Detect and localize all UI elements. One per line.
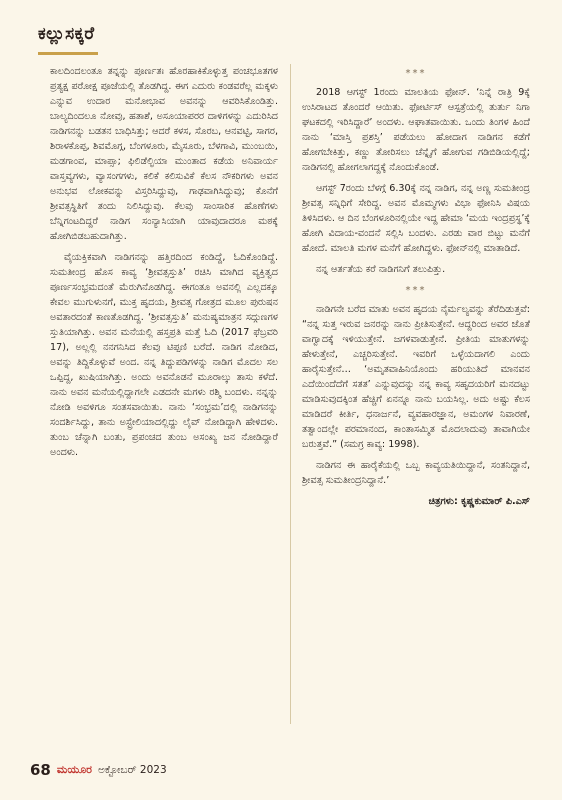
section-separator: *** bbox=[405, 68, 427, 79]
paragraph: ನಾಡಿಗನ ಈ ಹಾರೈಕೆಯಲ್ಲಿ ಒಬ್ಬ ಕಾವ್ಯಯತಿಯಿದ್ದಾನೆ, ಸಂತನಿದ್ದಾನೆ, ಶ್ರೀವತ್ಸ ಸುಮತೀಂದ್ರನಿದ್ದಾನೆ.’ bbox=[302, 460, 530, 486]
left-column bbox=[50, 64, 278, 744]
paragraph: ಕಾಲದಿಂದಲಂತೂ ತನ್ನನ್ನು ಪೂರ್ಣತಃ ಹೊರಹಾಕಿಕೊಳ್ಳುತ್ತ ಪಂಚಭೂತಗಳ ಪ್ರತ್ಯಕ್ಷ ಪರೋಕ್ಷ ಪೂಜೆಯಲ್ಲಿ ತೊಡಗಿದ್ದ. ಈಗ ಎದುರು ಕಂಡವರೆಲ್ಲ ಮಕ್ಕಳು ಎನ್ನುವ ಉದಾರ ಮನೋಭಾವ ಅವನನ್ನು ಆವರಿಸಿಕೊಂಡಿತ್ತು. ಬಾಲ್ಯದಿಂದಲೂ ನೋವು, ಹತಾಶೆ, ಅಸೂಯಾಪರರ ದಾಳಿಗಳನ್ನು ಎದುರಿಸಿದ ನಾಡಿಗನನ್ನು ಬಡತನ ಬಾಧಿಸಿತ್ತು; ಆದರೆ ಕಳಸ, ಸೊರಬ, ಆನವಟ್ಟಿ, ಸಾಗರ, ಶಿರಾಳಕೊಪ್ಪ, ಶಿವಮೊಗ್ಗ, ಬೆಂಗಳೂರು, ಮೈಸೂರು, ಬೆಳಗಾವಿ, ಮುಂಬಯಿ, ಮಡಗಾಂವ, ಮಾಪ್ಸಾ; ಫಿಲಿಡೆಲ್ಫಿಯಾ ಮುಂತಾದ ಕಡೆಯ ಅನಿವಾರ್ಯ ವಾಸ್ತವ್ಯಗಳು, ವ್ಯಾಸಂಗಗಳು, ಕಲಿಕೆ ಕಲಿಸುವಿಕೆ ಕೆಲಸ ನೌಕರಿಗಳು ಅವನ ಅನುಭವ ಲೋಕವನ್ನು ವಿಸ್ತರಿಸಿದ್ದುವು, ಗಾಢವಾಗಿಸಿದ್ದುವು; ಕೊನೆಗೆ ಶ್ರೀವತ್ಸಸ್ಥಿತಿಗೆ ತಂದು ನಿಲಿಸಿದ್ದುವು. ಕೆಲವು ಸಾಂಸಾರಿಕ ಹೊಣೆಗಳು ಬೆನ್ನಿಗಂಟದಿದ್ದರೆ ನಾಡಿಗ ಸಂನ್ಯಾಸಿಯಾಗಿ ಯಾವುದಾದರೂ ಮಠಕ್ಕೆ ಹೋಗಿಬಿಡಬಹುದಾಗಿತ್ತು. bbox=[50, 66, 278, 242]
section-title: ಕಲ್ಲುಸಕ್ಕರೆ bbox=[38, 24, 95, 44]
photo-credit: ಚಿತ್ರಗಳು: ಕೃಷ್ಣಕುಮಾರ್ ಪಿ.ಎಸ್ bbox=[428, 496, 530, 507]
right-column bbox=[302, 64, 530, 744]
page-number: 68 bbox=[30, 761, 51, 779]
paragraph: 2018 ಆಗಸ್ಟ್ 1ರಂದು ಮಾಲತಿಯ ಫೋನ್. ‘ನಿನ್ನೆ ರಾತ್ರಿ 9ಕ್ಕೆ ಉಸಿರಾಟದ ತೊಂದರೆ ಆಯಿತು. ಫೋರ್ಟಿಸ್ ಆಸ್ಪತ್ರೆಯಲ್ಲಿ ತುರ್ತು ನಿಗಾ ಘಟಕದಲ್ಲಿ ಇರಿಸಿದ್ದಾರೆ’ ಅಂದಳು. ಆಘಾತವಾಯಿತು. ಒಂದು ತಿಂಗಳ ಹಿಂದೆ ನಾನು ‘ಮಾಸ್ತಿ ಪ್ರಶಸ್ತಿ’ ಪಡೆಯಲು ಹೋದಾಗ ನಾಡಿಗನ ಕಡೆಗೆ ಹೋಗಬೇಕಿತ್ತು, ಕಣ್ಣು ತೋರಿಸಲು ಚೆನ್ನೈಗೆ ಹೋಗುವ ಗಡಿಬಿಡಿಯಲ್ಲಿದ್ದೆ; ನಾಡಿಗನಲ್ಲಿ ಹೋಗಲಾಗದ್ದಕ್ಕೆ ನೊಂದುಕೊಂಡೆ. bbox=[302, 87, 530, 173]
page-footer bbox=[30, 758, 510, 782]
magazine-logo: ಮಯೂರ bbox=[56, 763, 92, 776]
paragraph: ಆಗಸ್ಟ್ 7ರಂದು ಬೆಳಗ್ಗೆ 6.30ಕ್ಕೆ ನನ್ನ ನಾಡಿಗ, ನನ್ನ ಅಣ್ಣ ಸುಮತೀಂದ್ರ ಶ್ರೀವತ್ಸ ಸನ್ನಿಧಿಗೆ ಸೇರಿದ್ದ. ಅವನ ಮೊಮ್ಮಗಳು ವಿಭಾ ಫೋನಿಸಿ ವಿಷಯ ತಿಳಿಸಿದಳು. ಆ ದಿನ ಬೆಂಗಳೂರಿನಲ್ಲಿಯೇ ಇದ್ದ ಹೇಮಾ ‘ಮಯ ಇಂದ್ರಪ್ರಸ್ಥ’ಕ್ಕೆ ಹೋಗಿ ವಿದಾಯ-ವಂದನೆ ಸಲ್ಲಿಸಿ ಬಂದಳು. ಎರಡು ವಾರ ಬಿಟ್ಟು ಮನೆಗೆ ಹೋದೆ. ಮಾಲತಿ ಮಗಳ ಮನೆಗೆ ಹೋಗಿದ್ದಳು. ಫೋನ್‌ನಲ್ಲಿ ಮಾತಾಡಿದೆ. bbox=[302, 183, 530, 254]
issue-date: ಅಕ್ಟೋಬರ್ 2023 bbox=[97, 763, 167, 776]
paragraph: ನನ್ನ ಆರ್ತತೆಯ ಕರೆ ನಾಡಿಗನಿಗೆ ತಲುಪಿತ್ತು. bbox=[316, 264, 446, 275]
section-separator: *** bbox=[405, 285, 427, 296]
title-underline bbox=[38, 52, 98, 55]
article-body bbox=[50, 64, 530, 744]
paragraph: ವೈಯಕ್ತಿಕವಾಗಿ ನಾಡಿಗನನ್ನು ಹತ್ತಿರದಿಂದ ಕಂಡಿದ್ದೆ, ಓದಿಕೊಂಡಿದ್ದೆ. ಸುಮತೀಂದ್ರ ಹೊಸ ಕಾವ್ಯ ‘ಶ್ರೀವತ್ಸಸ್ತುತಿ’ ರಚಿಸಿ ಮಾಗಿದ ವ್ಯಕ್ತಿತ್ವದ ಪೂರ್ಣಸಂಭ್ರಮದಂತೆ ಮೆರುಗಿನೊಡಗಿದ್ದ. ಈಗಂತೂ ಅವನಲ್ಲಿ ಎಲ್ಲದಕ್ಕೂ ಕೇವಲ ಮುಗುಳುನಗೆ, ಮುಕ್ತ ಹೃದಯ, ಶ್ರೀವತ್ಸ ಗೋತ್ರದ ಮೂಲ ಪುರುಷನ ಅವತಾರದಂತೆ ಕಾಣತೊಡಗಿದ್ದ. ‘ಶ್ರೀವತ್ಸಸ್ತುತಿ’ ಮನುಷ್ಯಮಾತ್ರನ ಸದ್ಗುಣಗಳ ಸ್ತುತಿಯಾಗಿತ್ತು. ಅವನ ಮನೆಯಲ್ಲಿ ಹಸ್ತಪ್ರತಿ ಮತ್ತೆ ಓದಿ (2017 ಫೆಬ್ರವರಿ 17), ಅಲ್ಲಲ್ಲಿ ನನಗನಿಸಿದ ಕೆಲವು ಟಿಪ್ಪಣಿ ಬರೆದೆ. ನಾಡಿಗ ನೋಡಿದ, ಅವನ್ನು ತಿದ್ದಿಕೊಳ್ಳುವೆ ಅಂದ. ನನ್ನ ತಿದ್ದುಪಡಿಗಳನ್ನು ನಾಡಿಗ ಮೊದಲ ಸಲ ಒಪ್ಪಿದ್ದ, ಖುಷಿಯಾಗಿತ್ತು. ಅಂದು ಅವನೊಡನೆ ಮೂರಾಲ್ಕು ತಾಸು ಕಳೆದೆ. ನಾನು ಅವನ ಮನೆಯಲ್ಲಿದ್ದಾಗಲೇ ಎಡದನೇ ಮಗಳು ರಶ್ಮಿ ಬಂದಳು. ನನ್ನನ್ನು ನೋಡಿ ಅವಳಿಗೂ ಸಂತಸವಾಯಿತು. ನಾನು ‘ಸಂಭ್ರಮ’ದಲ್ಲಿ ನಾಡಿಗನನ್ನು ಸಂದರ್ಶಿಸಿದ್ದು, ತಾನು ಅಸ್ಟ್ರೇಲಿಯಾದಲ್ಲಿದ್ದು ಲೈವ್ ನೋಡಿದ್ದಾಗಿ ಹೇಳಿದಳು. ತುಂಬ ಚೆನ್ನಾಗಿ ಬಂತು, ಪ್ರಪಂಚದ ತುಂಬ ಅಸಂಖ್ಯ ಜನ ನೋಡಿದ್ದಾರೆ ಅಂದಳು. bbox=[50, 252, 278, 458]
paragraph: ನಾಡಿಗನೇ ಬರೆದ ಮಾತು ಅವನ ಹೃದಯ ನೈರ್ಮಲ್ಯವನ್ನು ತೆರೆದಿಡುತ್ತವೆ: “ನನ್ನ ಸುತ್ತ ಇರುವ ಜನರನ್ನು ನಾನು ಪ್ರೀತಿಸುತ್ತೇನೆ. ಆದ್ದರಿಂದ ಅವರ ಜೊತೆ ವಾಗ್ವಾದಕ್ಕೆ ಇಳಿಯುತ್ತೇನೆ. ಜಗಳವಾಡುತ್ತೇನೆ. ಪ್ರೀತಿಯ ಮಾತುಗಳನ್ನು ಹೇಳುತ್ತೇನೆ, ಎಚ್ಚರಿಸುತ್ತೇನೆ. ಇವರಿಗೆ ಒಳ್ಳೆಯದಾಗಲಿ ಎಂದು ಹಾರೈಸುತ್ತೇನೆ… ‘ಅಮೃತವಾಹಿನಿಯೊಂದು ಹರಿಯುತಿದೆ ಮಾನವನ ಎದೆಯಿಂದೆದೆಗೆ ಸತತ’ ಎನ್ನುವುದನ್ನು ನನ್ನ ಕಾವ್ಯ ಸಹೃದಯರಿಗೆ ಮನದಟ್ಟು ಮಾಡಿಸುವುದಕ್ಕಿಂತ ಹೆಚ್ಚಿಗೆ ಏನನ್ನೂ ನಾನು ಬಯಸಿಲ್ಲ. ಅದು ಅಷ್ಟು ಕೆಲಸ ಮಾಡಿದರೆ ಕೀರ್ತಿ, ಧನಾರ್ಜನೆ, ವ್ಯವಹಾರಜ್ಞಾನ, ಅಮಂಗಳ ನಿವಾರಣೆ, ತತ್ವಾಂದಲ್ಲೇ ಪರಮಾನಂದ, ಕಾಂತಾಸಮ್ಮಿತ ಮೊದಲಾದುವು ತಾವಾಗಿಯೇ ಬರುತ್ತವೆ.” (ಸಮಗ್ರ ಕಾವ್ಯ: 1998). bbox=[302, 304, 530, 450]
section-header bbox=[38, 24, 95, 44]
column-divider bbox=[290, 64, 291, 724]
